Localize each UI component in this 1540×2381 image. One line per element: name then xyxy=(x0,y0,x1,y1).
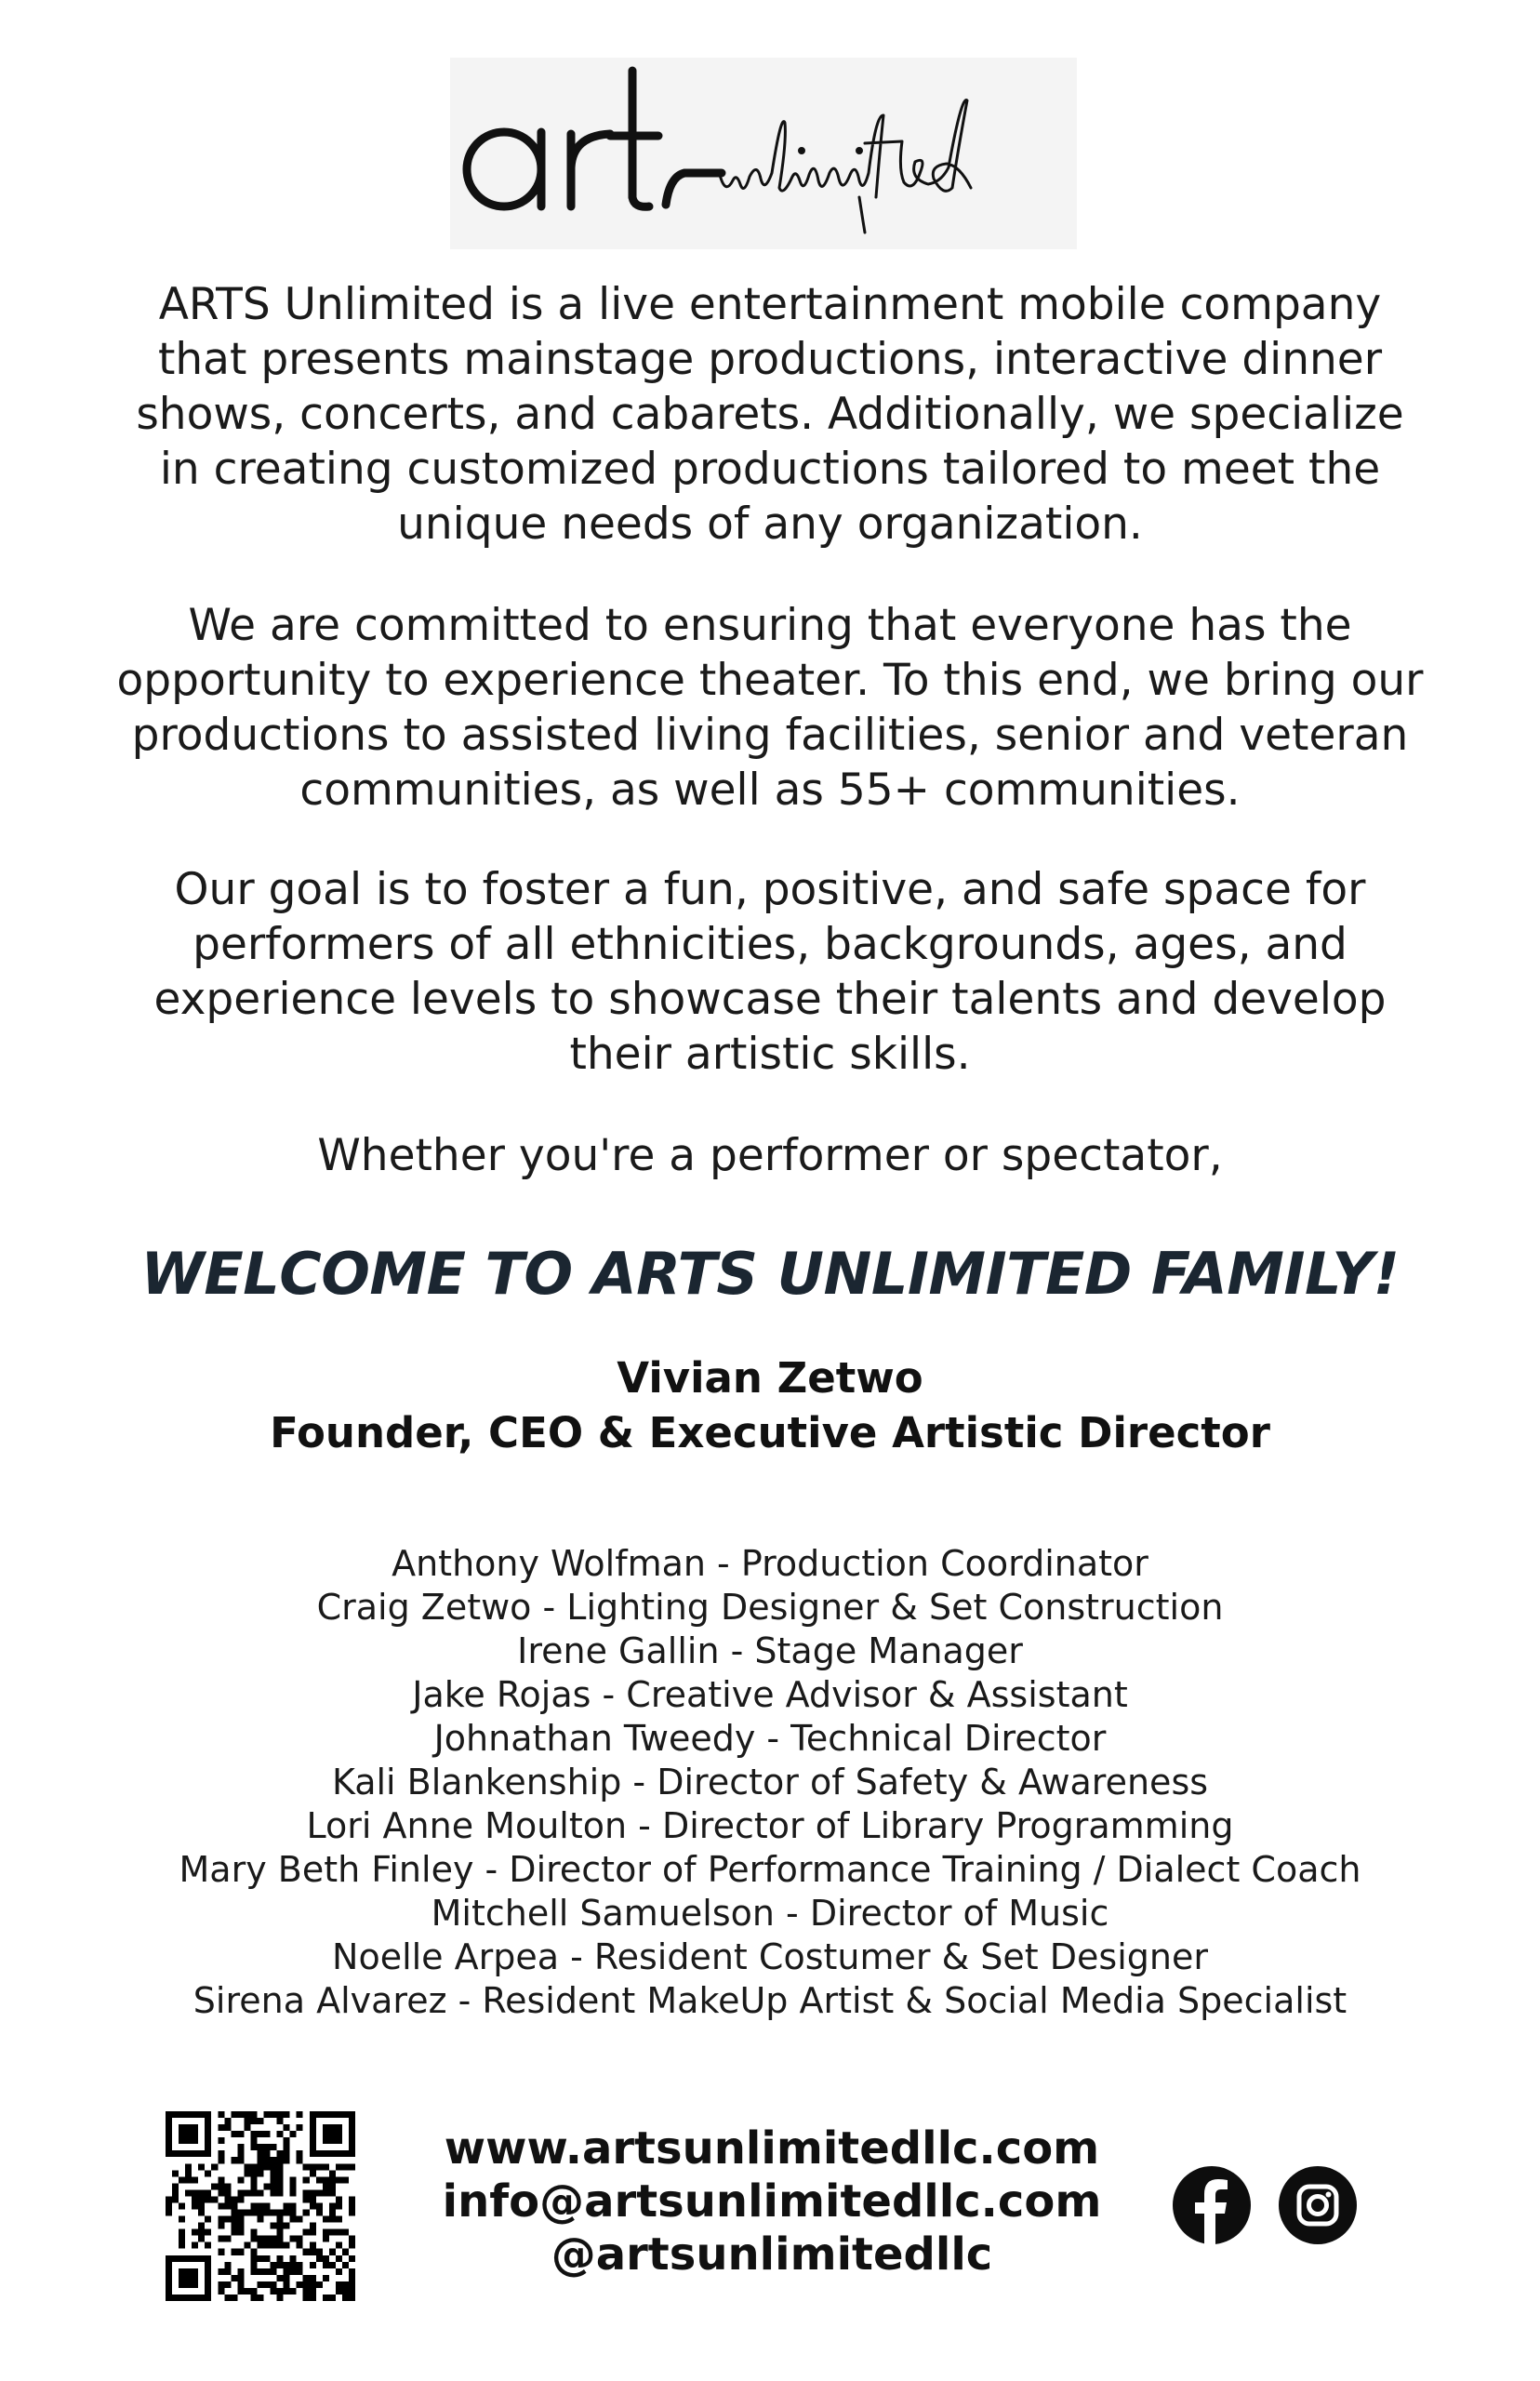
intro-paragraph-2: We are committed to ensuring that everyone has the opportunity to experience theater. To this end, we bring our productions to assisted living facilities, senior and veteran communities, as well as 55+ communities. xyxy=(116,600,1424,816)
intro-paragraph-1: ARTS Unlimited is a live entertainment mobile company that presents mainstage productions, interactive dinner shows, concerts, and cabarets. Additionally, we specialize in creating customized productions tailored to meet the unique needs of any organization. xyxy=(136,279,1404,550)
website-link[interactable]: www.artsunlimitedllc.com xyxy=(444,2122,1100,2175)
company-logo xyxy=(450,58,1077,249)
contact-block xyxy=(391,2122,1153,2281)
email-link[interactable]: info@artsunlimitedllc.com xyxy=(442,2175,1102,2228)
staff-member: Sirena Alvarez - Resident MakeUp Artist & Social Media Specialist xyxy=(192,1980,1348,2021)
qr-code-graphic xyxy=(166,2111,355,2301)
founder-block xyxy=(56,1350,1484,1460)
staff-member: Noelle Arpea - Resident Costumer & Set Designer xyxy=(332,1936,1208,1977)
staff-member: Johnathan Tweedy - Technical Director xyxy=(433,1718,1107,1759)
founder-name: Vivian Zetwo xyxy=(617,1353,923,1403)
staff-member: Mary Beth Finley - Director of Performance Training / Dialect Coach xyxy=(179,1849,1361,1890)
facebook-icon-graphic xyxy=(1172,2165,1252,2245)
staff-list xyxy=(37,1542,1503,2023)
founder-title: Founder, CEO & Executive Artistic Director xyxy=(270,1408,1270,1457)
staff-member: Jake Rojas - Creative Advisor & Assistant xyxy=(412,1674,1128,1715)
staff-member: Craig Zetwo - Lighting Designer & Set Construction xyxy=(316,1587,1224,1628)
instagram-icon[interactable] xyxy=(1278,2165,1358,2245)
intro-paragraph-3: Our goal is to foster a fun, positive, and safe space for performers of all ethnicities, backgrounds, ages, and experience levels to showcase their talents and develop their artistic skills. xyxy=(153,864,1387,1080)
facebook-icon[interactable] xyxy=(1172,2165,1252,2245)
social-handle[interactable]: @artsunlimitedllc xyxy=(551,2228,993,2281)
staff-member: Kali Blankenship - Director of Safety & Awareness xyxy=(331,1762,1209,1802)
staff-member: Irene Gallin - Stage Manager xyxy=(517,1630,1023,1671)
staff-member: Anthony Wolfman - Production Coordinator xyxy=(392,1543,1148,1584)
qr-code-icon[interactable] xyxy=(166,2111,355,2301)
arts-unlimited-logo-art xyxy=(450,58,1077,249)
staff-member: Mitchell Samuelson - Director of Music xyxy=(431,1893,1109,1934)
intro-paragraph-4: Whether you're a performer or spectator, xyxy=(317,1130,1223,1181)
welcome-heading: WELCOME TO ARTS UNLIMITED FAMILY! xyxy=(140,1240,1400,1308)
staff-member: Lori Anne Moulton - Director of Library Programming xyxy=(306,1805,1234,1846)
instagram-icon-graphic xyxy=(1278,2165,1358,2245)
